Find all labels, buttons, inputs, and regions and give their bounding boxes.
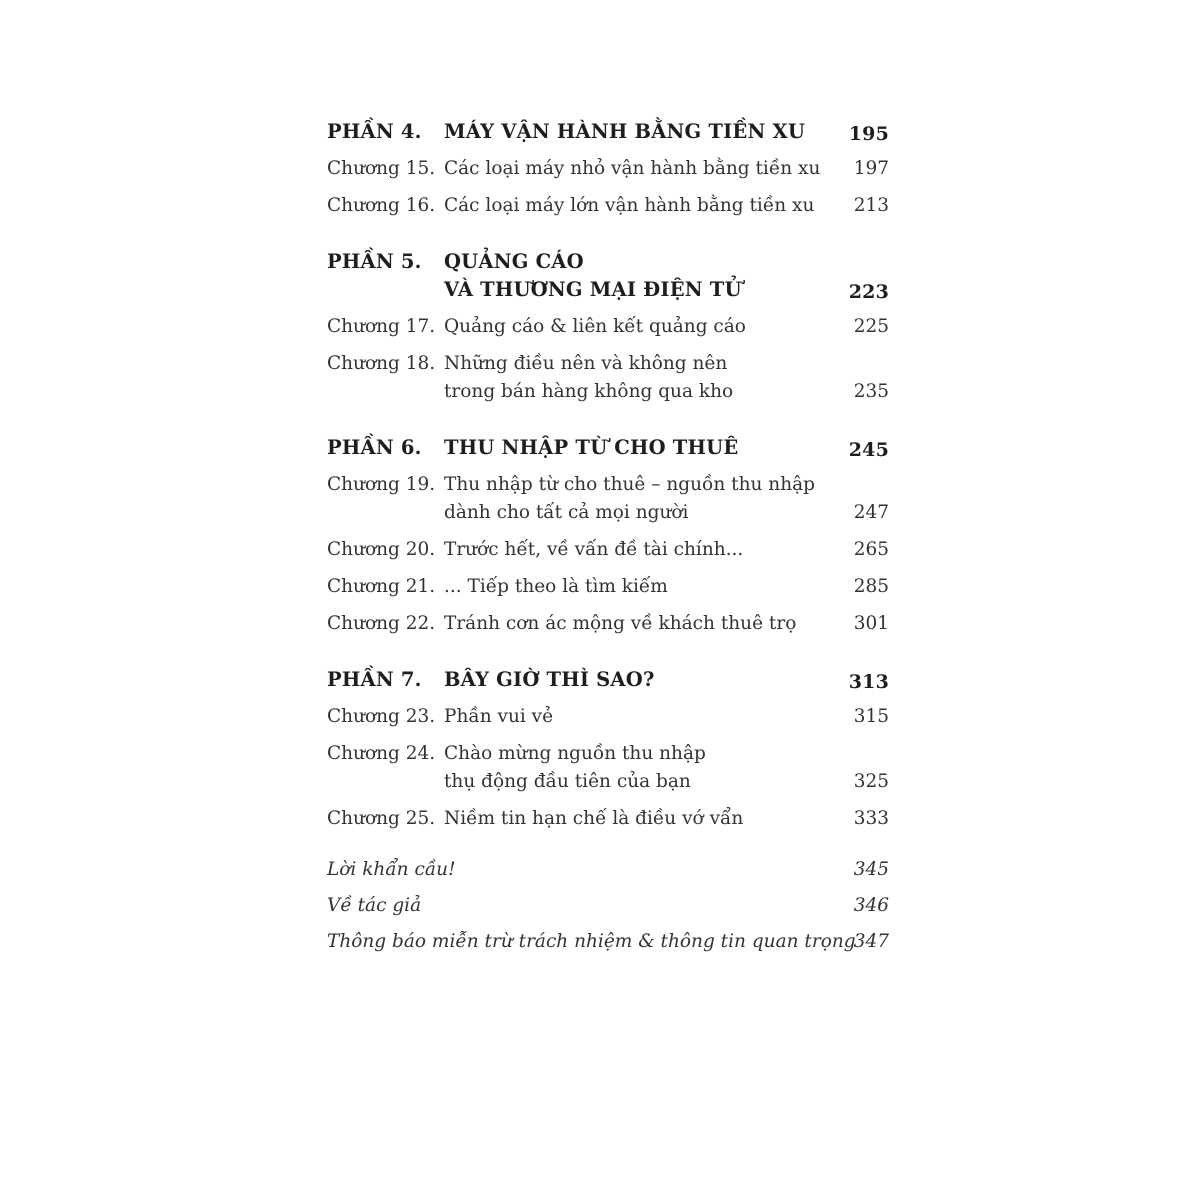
toc-part-row[interactable] xyxy=(327,118,889,148)
chapter-label: Chương 23. xyxy=(327,706,436,727)
toc-chapter-row[interactable] xyxy=(327,192,889,220)
toc-chapter-row[interactable] xyxy=(327,350,889,406)
part-title-line: BÂY GIỜ THÌ SAO? xyxy=(444,668,655,691)
chapter-title xyxy=(444,192,814,220)
chapter-title xyxy=(444,350,733,406)
toc-chapter-row[interactable] xyxy=(327,155,889,183)
chapter-page-number: 235 xyxy=(853,381,889,402)
chapter-label: Chương 18. xyxy=(327,353,436,374)
toc-extra-row[interactable] xyxy=(327,892,889,920)
extra-title: Về tác giả xyxy=(327,895,422,916)
toc-chapter-row[interactable] xyxy=(327,313,889,341)
extra-page-number: 346 xyxy=(853,895,889,916)
chapter-title xyxy=(444,740,706,796)
table-of-contents xyxy=(327,118,889,964)
toc-chapter-row[interactable] xyxy=(327,740,889,796)
chapter-label: Chương 22. xyxy=(327,613,436,634)
chapter-page-number: 325 xyxy=(853,771,889,792)
part-page-number: 313 xyxy=(848,671,889,693)
part-title xyxy=(444,434,738,462)
toc-chapter-row[interactable] xyxy=(327,703,889,731)
toc-extra-row[interactable] xyxy=(327,856,889,884)
chapter-title-line: Các loại máy nhỏ vận hành bằng tiền xu xyxy=(444,158,821,179)
chapter-label: Chương 24. xyxy=(327,743,436,764)
chapter-title xyxy=(444,610,796,638)
part-page-number: 223 xyxy=(848,281,889,303)
toc-part-row[interactable] xyxy=(327,248,889,306)
extra-title: Thông báo miễn trừ trách nhiệm & thông tin quan trọng xyxy=(327,931,856,952)
chapter-label: Chương 25. xyxy=(327,808,436,829)
part-title-line: QUẢNG CÁO xyxy=(444,250,584,273)
chapter-page-number: 247 xyxy=(853,502,889,523)
section-spacer xyxy=(327,229,889,248)
chapter-label: Chương 15. xyxy=(327,158,436,179)
part-title-line: VÀ THƯƠNG MẠI ĐIỆN TỬ xyxy=(444,278,742,301)
chapter-title-line: Trước hết, về vấn đề tài chính... xyxy=(444,539,744,560)
chapter-title-line: Chào mừng nguồn thu nhập xyxy=(444,743,706,764)
chapter-title xyxy=(444,471,815,527)
section-spacer xyxy=(327,842,889,856)
part-title-line: MÁY VẬN HÀNH BẰNG TIỀN XU xyxy=(444,120,806,143)
chapter-page-number: 225 xyxy=(853,316,889,337)
chapter-title xyxy=(444,703,553,731)
part-title xyxy=(444,666,655,694)
toc-chapter-row[interactable] xyxy=(327,805,889,833)
toc-chapter-row[interactable] xyxy=(327,536,889,564)
chapter-title-line: Các loại máy lớn vận hành bằng tiền xu xyxy=(444,195,815,216)
chapter-label: Chương 17. xyxy=(327,316,436,337)
chapter-page-number: 265 xyxy=(853,539,889,560)
part-label: PHẦN 6. xyxy=(327,436,422,459)
chapter-title-line: Niềm tin hạn chế là điều vớ vẩn xyxy=(444,808,744,829)
chapter-title-line: thụ động đầu tiên của bạn xyxy=(444,771,691,792)
chapter-page-number: 301 xyxy=(853,613,889,634)
chapter-label: Chương 21. xyxy=(327,576,436,597)
part-label: PHẦN 5. xyxy=(327,250,422,273)
toc-chapter-row[interactable] xyxy=(327,573,889,601)
chapter-label: Chương 20. xyxy=(327,539,436,560)
extra-title: Lời khẩn cầu! xyxy=(327,859,456,880)
part-page-number: 245 xyxy=(848,439,889,461)
chapter-title xyxy=(444,155,820,183)
section-spacer xyxy=(327,415,889,434)
part-title xyxy=(444,118,805,146)
chapter-title-line: Thu nhập từ cho thuê – nguồn thu nhập xyxy=(444,474,816,495)
chapter-page-number: 197 xyxy=(853,158,889,179)
chapter-page-number: 213 xyxy=(853,195,889,216)
chapter-title xyxy=(444,805,743,833)
toc-chapter-row[interactable] xyxy=(327,610,889,638)
chapter-title-line: ... Tiếp theo là tìm kiếm xyxy=(444,576,668,597)
chapter-page-number: 285 xyxy=(853,576,889,597)
section-spacer xyxy=(327,647,889,666)
chapter-label: Chương 16. xyxy=(327,195,436,216)
chapter-title-line: dành cho tất cả mọi người xyxy=(444,502,689,523)
extra-page-number: 347 xyxy=(853,931,889,952)
chapter-label: Chương 19. xyxy=(327,474,436,495)
part-title xyxy=(444,248,742,304)
chapter-title-line: Phần vui vẻ xyxy=(444,706,554,727)
chapter-title-line: Quảng cáo & liên kết quảng cáo xyxy=(444,316,746,337)
toc-chapter-row[interactable] xyxy=(327,471,889,527)
chapter-page-number: 315 xyxy=(853,706,889,727)
chapter-title-line: trong bán hàng không qua kho xyxy=(444,381,734,402)
part-title-line: THU NHẬP TỪ CHO THUÊ xyxy=(444,436,739,459)
chapter-title-line: Tránh cơn ác mộng về khách thuê trọ xyxy=(444,613,797,634)
toc-part-row[interactable] xyxy=(327,434,889,464)
extra-page-number: 345 xyxy=(853,859,889,880)
toc-extra-row[interactable] xyxy=(327,928,889,956)
chapter-title xyxy=(444,573,668,601)
chapter-title xyxy=(444,536,743,564)
chapter-title-line: Những điều nên và không nên xyxy=(444,353,728,374)
toc-part-row[interactable] xyxy=(327,666,889,696)
part-label: PHẦN 4. xyxy=(327,120,422,143)
chapter-title xyxy=(444,313,746,341)
chapter-page-number: 333 xyxy=(853,808,889,829)
part-label: PHẦN 7. xyxy=(327,668,422,691)
part-page-number: 195 xyxy=(848,123,889,145)
